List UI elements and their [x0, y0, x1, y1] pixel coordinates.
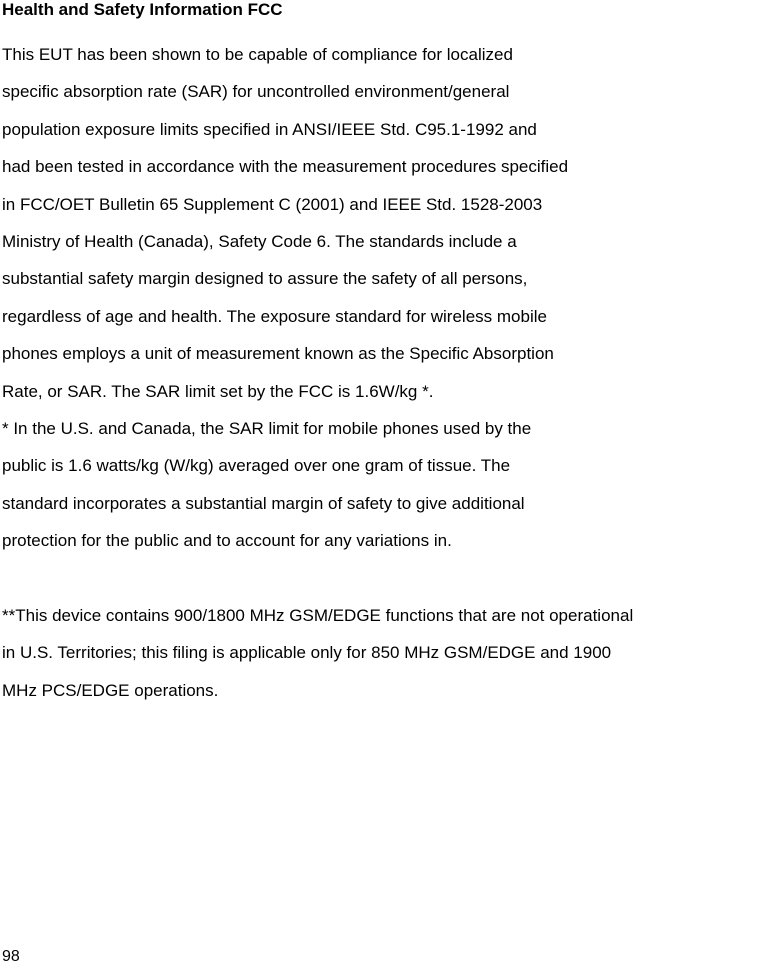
document-title: Health and Safety Information FCC: [2, 0, 283, 19]
body-line: This EUT has been shown to be capable of compliance for localized: [2, 45, 513, 64]
body-line: specific absorption rate (SAR) for uncontrolled environment/general: [2, 82, 510, 102]
body-line: had been tested in accordance with the measurement procedures specified: [2, 157, 569, 177]
body-line: protection for the public and to account for any variations in.: [2, 531, 452, 551]
body-line: standard incorporates a substantial margin of safety to give additional: [2, 493, 525, 513]
body-line: population exposure limits specified in ANSI/IEEE Std. C95.1-1992 and: [2, 119, 537, 139]
body-line: public is 1.6 watts/kg (W/kg) averaged over one gram of tissue. The: [2, 456, 511, 476]
note-line: MHz PCS/EDGE operations.: [2, 680, 219, 700]
body-line: regardless of age and health. The exposure standard for wireless mobile: [2, 306, 547, 326]
body-paragraph: [2, 36, 568, 559]
note-line: **This device contains 900/1800 MHz GSM/EDGE functions that are not operational: [2, 606, 634, 625]
operational-note: [2, 597, 633, 709]
note-line: in U.S. Territories; this filing is applicable only for 850 MHz GSM/EDGE and 1900: [2, 643, 612, 663]
page-number: 98: [2, 948, 20, 965]
body-line: substantial safety margin designed to assure the safety of all persons,: [2, 269, 528, 289]
body-line: * In the U.S. and Canada, the SAR limit for mobile phones used by the: [2, 418, 532, 438]
body-line: Ministry of Health (Canada), Safety Code 6. The standards include a: [2, 231, 517, 251]
body-line: phones employs a unit of measurement known as the Specific Absorption: [2, 344, 554, 364]
body-line: in FCC/OET Bulletin 65 Supplement C (2001) and IEEE Std. 1528-2003: [2, 194, 543, 214]
body-line: Rate, or SAR. The SAR limit set by the FCC is 1.6W/kg *.: [2, 381, 434, 401]
